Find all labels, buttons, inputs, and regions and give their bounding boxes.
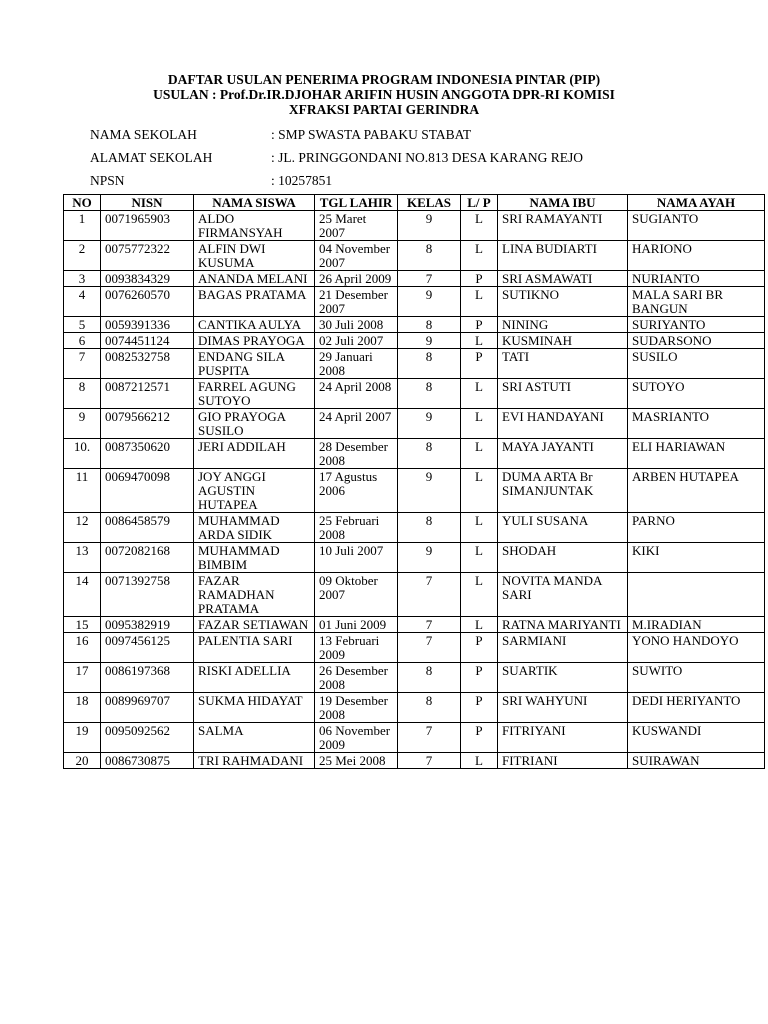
table-row [64,753,765,769]
header-nama-ibu: NAMA IBU [498,195,628,211]
cell-nama-ayah: SUGIANTO [628,211,765,241]
header-lp: L/ P [461,195,498,211]
cell-no: 8 [64,379,101,409]
cell-nisn: 0087350620 [101,439,194,469]
cell-nama-siswa: ALDO FIRMANSYAH [194,211,315,241]
cell-nisn: 0079566212 [101,409,194,439]
cell-kelas: 8 [398,439,461,469]
cell-kelas: 7 [398,573,461,617]
table-row [64,333,765,349]
cell-nama-siswa: JERI ADDILAH [194,439,315,469]
cell-kelas: 7 [398,753,461,769]
table-row [64,439,765,469]
cell-nama-ibu: SHODAH [498,543,628,573]
cell-nama-ayah: MALA SARI BR BANGUN [628,287,765,317]
cell-nama-siswa: BAGAS PRATAMA [194,287,315,317]
cell-nama-ayah: M.IRADIAN [628,617,765,633]
cell-nama-siswa: TRI RAHMADANI [194,753,315,769]
cell-kelas: 8 [398,693,461,723]
table-row [64,723,765,753]
cell-lp: L [461,753,498,769]
cell-kelas: 7 [398,633,461,663]
cell-no: 20 [64,753,101,769]
cell-tgl-lahir: 10 Juli 2007 [315,543,398,573]
cell-lp: P [461,349,498,379]
document-subtitle-continued: XFRAKSI PARTAI GERINDRA [288,102,480,117]
cell-nama-ibu: SUARTIK [498,663,628,693]
cell-nama-ibu: TATI [498,349,628,379]
cell-kelas: 9 [398,543,461,573]
cell-tgl-lahir: 09 Oktober 2007 [315,573,398,617]
cell-nama-ibu: MAYA JAYANTI [498,439,628,469]
cell-no: 11 [64,469,101,513]
table-row [64,241,765,271]
npsn-label: NPSN [90,173,125,188]
cell-nama-siswa: FAZAR RAMADHAN PRATAMA [194,573,315,617]
cell-nama-ayah: KIKI [628,543,765,573]
cell-nisn: 0086730875 [101,753,194,769]
document-title: DAFTAR USULAN PENERIMA PROGRAM INDONESIA PINTAR (PIP) [167,72,601,87]
header-nama-siswa: NAMA SISWA [194,195,315,211]
cell-nama-siswa: FARREL AGUNG SUTOYO [194,379,315,409]
cell-nama-ayah: DEDI HERIYANTO [628,693,765,723]
cell-no: 1 [64,211,101,241]
cell-no: 16 [64,633,101,663]
cell-nama-siswa: ANANDA MELANI [194,271,315,287]
cell-kelas: 9 [398,469,461,513]
cell-nama-siswa: SALMA [194,723,315,753]
cell-nama-siswa: CANTIKA AULYA [194,317,315,333]
table-row [64,693,765,723]
cell-lp: P [461,317,498,333]
cell-lp: L [461,513,498,543]
cell-nama-ibu: DUMA ARTA Br SIMANJUNTAK [498,469,628,513]
document-subtitle: USULAN : Prof.Dr.IR.DJOHAR ARIFIN HUSIN ANGGOTA DPR-RI KOMISI [153,87,615,102]
cell-nisn: 0071965903 [101,211,194,241]
table-row [64,317,765,333]
cell-no: 15 [64,617,101,633]
cell-kelas: 7 [398,271,461,287]
students-table [63,194,765,769]
cell-lp: L [461,379,498,409]
cell-nisn: 0093834329 [101,271,194,287]
cell-tgl-lahir: 24 April 2007 [315,409,398,439]
cell-no: 9 [64,409,101,439]
cell-tgl-lahir: 04 November 2007 [315,241,398,271]
cell-nama-ibu: LINA BUDIARTI [498,241,628,271]
cell-tgl-lahir: 26 Desember 2008 [315,663,398,693]
cell-no: 17 [64,663,101,693]
cell-nama-ibu: FITRIYANI [498,723,628,753]
table-row [64,513,765,543]
cell-nama-ibu: RATNA MARIYANTI [498,617,628,633]
table-header-row [64,195,765,211]
cell-tgl-lahir: 13 Februari 2009 [315,633,398,663]
cell-kelas: 9 [398,287,461,317]
cell-tgl-lahir: 30 Juli 2008 [315,317,398,333]
cell-kelas: 8 [398,317,461,333]
cell-nama-siswa: GIO PRAYOGA SUSILO [194,409,315,439]
cell-lp: L [461,543,498,573]
cell-nama-ibu: SRI RAMAYANTI [498,211,628,241]
cell-nisn: 0086458579 [101,513,194,543]
cell-lp: P [461,693,498,723]
cell-lp: P [461,663,498,693]
table-row [64,663,765,693]
cell-nama-ibu: SRI ASTUTI [498,379,628,409]
table-row [64,271,765,287]
cell-nama-siswa: ALFIN DWI KUSUMA [194,241,315,271]
table-row [64,287,765,317]
cell-lp: L [461,241,498,271]
cell-no: 12 [64,513,101,543]
cell-nama-ibu: FITRIANI [498,753,628,769]
cell-nama-ibu: KUSMINAH [498,333,628,349]
cell-nama-ibu: NINING [498,317,628,333]
cell-tgl-lahir: 06 November 2009 [315,723,398,753]
cell-no: 6 [64,333,101,349]
cell-nisn: 0076260570 [101,287,194,317]
school-name-label: NAMA SEKOLAH [90,127,197,142]
cell-no: 7 [64,349,101,379]
cell-no: 18 [64,693,101,723]
cell-lp: P [461,271,498,287]
cell-nama-ibu: EVI HANDAYANI [498,409,628,439]
cell-nama-ibu: YULI SUSANA [498,513,628,543]
cell-tgl-lahir: 25 Februari 2008 [315,513,398,543]
cell-lp: L [461,333,498,349]
cell-nama-ayah: YONO HANDOYO [628,633,765,663]
school-address-value: : JL. PRINGGONDANI NO.813 DESA KARANG REJO [271,150,584,165]
school-name-value: : SMP SWASTA PABAKU STABAT [271,127,472,142]
table-row [64,211,765,241]
cell-nama-ibu: NOVITA MANDA SARI [498,573,628,617]
cell-lp: L [461,573,498,617]
header-no: NO [64,195,101,211]
cell-nama-siswa: MUHAMMAD ARDA SIDIK [194,513,315,543]
cell-tgl-lahir: 26 April 2009 [315,271,398,287]
cell-nama-ayah: SUSILO [628,349,765,379]
cell-nisn: 0071392758 [101,573,194,617]
cell-kelas: 9 [398,211,461,241]
cell-nisn: 0074451124 [101,333,194,349]
cell-kelas: 9 [398,333,461,349]
header-kelas: KELAS [398,195,461,211]
cell-lp: P [461,633,498,663]
cell-nisn: 0097456125 [101,633,194,663]
cell-nama-siswa: FAZAR SETIAWAN [194,617,315,633]
cell-tgl-lahir: 29 Januari 2008 [315,349,398,379]
cell-tgl-lahir: 28 Desember 2008 [315,439,398,469]
cell-nama-ibu: SARMIANI [498,633,628,663]
cell-nama-ayah [628,573,765,617]
cell-nama-ibu: SRI WAHYUNI [498,693,628,723]
school-address-label: ALAMAT SEKOLAH [90,150,213,165]
header-tgl-lahir: TGL LAHIR [315,195,398,211]
table-row [64,573,765,617]
table-row [64,379,765,409]
cell-nama-ibu: SUTIKNO [498,287,628,317]
cell-no: 10. [64,439,101,469]
cell-lp: L [461,439,498,469]
cell-lp: L [461,617,498,633]
cell-nama-siswa: MUHAMMAD BIMBIM [194,543,315,573]
cell-nama-siswa: JOY ANGGI AGUSTIN HUTAPEA [194,469,315,513]
npsn-value: : 10257851 [271,173,333,188]
cell-nama-ayah: SUTOYO [628,379,765,409]
cell-no: 14 [64,573,101,617]
cell-no: 19 [64,723,101,753]
cell-nama-ayah: SUWITO [628,663,765,693]
cell-tgl-lahir: 24 April 2008 [315,379,398,409]
cell-kelas: 8 [398,241,461,271]
cell-nisn: 0082532758 [101,349,194,379]
table-row [64,633,765,663]
cell-kelas: 8 [398,349,461,379]
cell-nisn: 0087212571 [101,379,194,409]
cell-nama-ayah: SURIYANTO [628,317,765,333]
cell-lp: L [461,287,498,317]
cell-nama-siswa: RISKI ADELLIA [194,663,315,693]
cell-nisn: 0075772322 [101,241,194,271]
cell-no: 3 [64,271,101,287]
cell-nama-ayah: PARNO [628,513,765,543]
cell-nisn: 0089969707 [101,693,194,723]
cell-nisn: 0095382919 [101,617,194,633]
cell-lp: L [461,211,498,241]
cell-tgl-lahir: 25 Mei 2008 [315,753,398,769]
cell-tgl-lahir: 19 Desember 2008 [315,693,398,723]
table-row [64,409,765,439]
cell-tgl-lahir: 25 Maret 2007 [315,211,398,241]
cell-nama-ayah: SUIRAWAN [628,753,765,769]
cell-nama-siswa: ENDANG SILA PUSPITA [194,349,315,379]
cell-nama-ayah: ARBEN HUTAPEA [628,469,765,513]
cell-kelas: 8 [398,379,461,409]
cell-kelas: 8 [398,513,461,543]
cell-nisn: 0095092562 [101,723,194,753]
cell-nama-ayah: MASRIANTO [628,409,765,439]
cell-kelas: 8 [398,663,461,693]
cell-tgl-lahir: 17 Agustus 2006 [315,469,398,513]
table-row [64,543,765,573]
cell-nama-siswa: PALENTIA SARI [194,633,315,663]
cell-nama-ayah: NURIANTO [628,271,765,287]
cell-kelas: 9 [398,409,461,439]
cell-nisn: 0072082168 [101,543,194,573]
table-row [64,469,765,513]
cell-nama-ayah: SUDARSONO [628,333,765,349]
cell-nama-ayah: HARIONO [628,241,765,271]
cell-nama-ibu: SRI ASMAWATI [498,271,628,287]
cell-nama-siswa: SUKMA HIDAYAT [194,693,315,723]
cell-lp: L [461,469,498,513]
cell-nisn: 0069470098 [101,469,194,513]
cell-tgl-lahir: 01 Juni 2009 [315,617,398,633]
table-row [64,349,765,379]
cell-lp: L [461,409,498,439]
cell-nisn: 0059391336 [101,317,194,333]
header-nama-ayah: NAMA AYAH [628,195,765,211]
cell-nama-siswa: DIMAS PRAYOGA [194,333,315,349]
header-nisn: NISN [101,195,194,211]
cell-tgl-lahir: 21 Desember 2007 [315,287,398,317]
cell-tgl-lahir: 02 Juli 2007 [315,333,398,349]
cell-no: 4 [64,287,101,317]
cell-nama-ayah: KUSWANDI [628,723,765,753]
cell-kelas: 7 [398,617,461,633]
cell-nisn: 0086197368 [101,663,194,693]
table-row [64,617,765,633]
cell-no: 13 [64,543,101,573]
cell-nama-ayah: ELI HARIAWAN [628,439,765,469]
cell-kelas: 7 [398,723,461,753]
cell-lp: P [461,723,498,753]
cell-no: 2 [64,241,101,271]
cell-no: 5 [64,317,101,333]
